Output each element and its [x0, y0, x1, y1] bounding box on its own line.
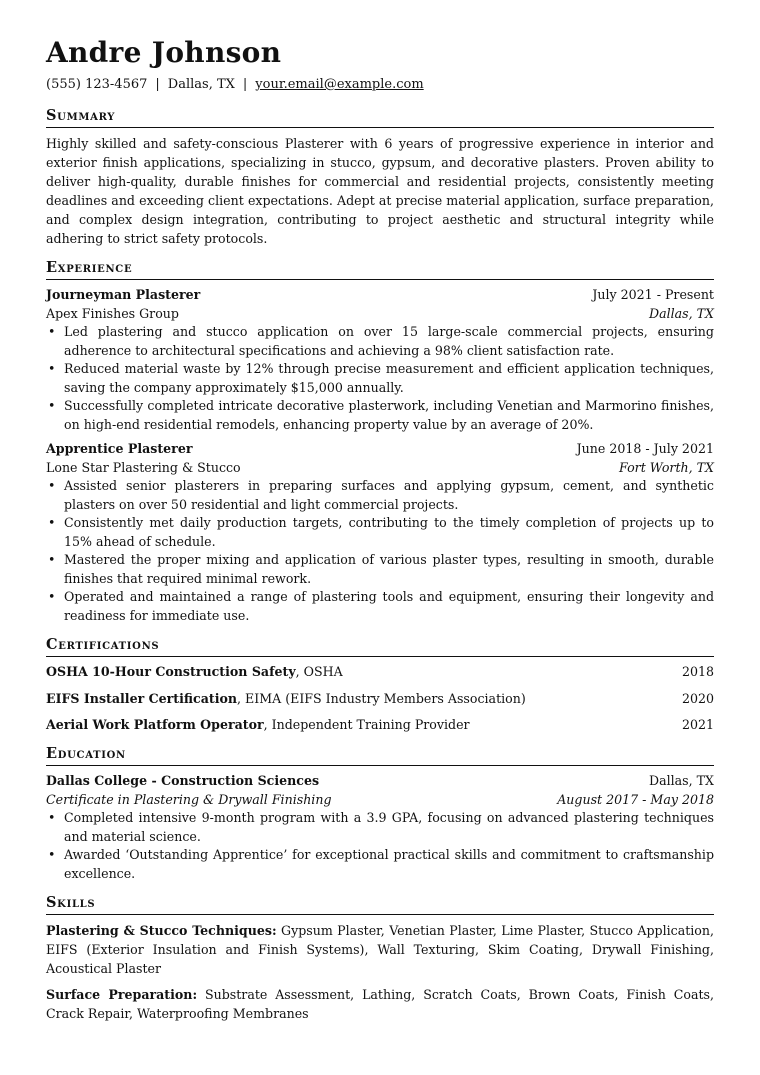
cert-issuer: , Independent Training Provider	[263, 717, 470, 732]
bullet-item: • Led plastering and stucco application on over 15 large-scale commercial projects, ensuring adherence to architectural specifications and achieving a 98% client satisfaction rate.	[64, 323, 714, 360]
job-role: Journeyman Plasterer	[46, 287, 201, 302]
cert-year: 2018	[681, 664, 714, 679]
skill-text: Substrate Assessment, Lathing, Scratch Coats, Brown Coats, Finish Coats, Crack Repair, Waterproofing Membranes	[46, 987, 714, 1021]
contact-separator: |	[242, 77, 248, 92]
bullet-item: • Reduced material waste by 12% through precise measurement and efficient application techniques, saving the company approximately $15,000 annually.	[64, 360, 714, 397]
education-bullets	[46, 809, 714, 883]
cert-name: EIFS Installer Certification	[46, 690, 238, 706]
section-title-certifications: Certifications	[46, 635, 714, 657]
job-location: Dallas, TX	[648, 305, 714, 321]
job-bullets	[46, 477, 714, 625]
school-name: Dallas College - Construction Sciences	[46, 773, 320, 788]
section-title-experience: Experience	[46, 258, 714, 280]
email-link[interactable]: your.email@example.com	[255, 77, 424, 92]
job-company: Lone Star Plastering & Stucco	[46, 459, 241, 475]
candidate-name: Andre Johnson	[46, 36, 282, 69]
certification-row	[46, 716, 714, 734]
location: Dallas, TX	[167, 77, 235, 92]
job-location: Fort Worth, TX	[619, 459, 714, 475]
bullet-item: • Awarded ‘Outstanding Apprentice’ for exceptional practical skills and commitment to craftsmanship excellence.	[64, 846, 714, 883]
bullet-item: • Mastered the proper mixing and application of various plaster types, resulting in smooth, durable finishes that required minimal rework.	[64, 551, 714, 588]
bullet-item: • Completed intensive 9-month program with a 3.9 GPA, focusing on advanced plastering techniques and material science.	[64, 809, 714, 846]
cert-name: OSHA 10-Hour Construction Safety	[46, 664, 296, 679]
bullet-item: • Consistently met daily production targets, contributing to the timely completion of projects up to 15% ahead of schedule.	[64, 514, 714, 551]
summary-text: Highly skilled and safety-conscious Plasterer with 6 years of progressive experience in interior and exterior finish applications, specializing in stucco, gypsum, and decorative plasters. Proven ability to deliver high-quality, durable finishes for commercial and residential projects, consistently meeting deadlines and exceeding client expectations. Adept at precise material application, surface preparation, and complex design integration, contributing to project aesthetic and structural integrity while adhering to strict safety protocols.	[46, 136, 714, 246]
cert-issuer: , OSHA	[295, 664, 343, 679]
certification-row	[46, 690, 714, 708]
job-dates: July 2021 - Present	[592, 287, 714, 302]
skill-label: Surface Preparation:	[46, 987, 198, 1002]
job-bullets	[46, 323, 714, 434]
contact-separator: |	[155, 77, 160, 92]
section-title-skills: Skills	[46, 893, 714, 915]
phone-number: (555) 123-4567	[46, 77, 148, 92]
cert-name: Aerial Work Platform Operator	[46, 717, 264, 732]
education-program: Certificate in Plastering & Drywall Finishing	[46, 791, 332, 807]
skill-group	[46, 985, 714, 1023]
job-entry	[46, 286, 714, 434]
bullet-item: • Successfully completed intricate decorative plasterwork, including Venetian and Marmorino finishes, on high-end residential remodels, enhancing property value by an average of 20%.	[64, 397, 714, 434]
bullet-item: • Assisted senior plasterers in preparing surfaces and applying gypsum, cement, and synthetic plasters on over 50 residential and light commercial projects.	[64, 477, 714, 514]
skill-label: Plastering & Stucco Techniques:	[46, 923, 277, 938]
job-entry	[46, 440, 714, 625]
school-location: Dallas, TX	[648, 773, 714, 788]
contact-line	[46, 76, 714, 94]
job-role: Apprentice Plasterer	[46, 441, 193, 456]
skill-text: Gypsum Plaster, Venetian Plaster, Lime Plaster, Stucco Application, EIFS (Exterior Insulation and Finish Systems), Wall Texturing, Skim Coating, Drywall Finishing, Acoustical Plaster	[46, 923, 714, 976]
cert-issuer: , EIMA (EIFS Industry Members Association)	[237, 690, 526, 706]
cert-year: 2020	[681, 690, 714, 706]
resume-page	[46, 36, 714, 1030]
cert-year: 2021	[681, 717, 714, 732]
bullet-item: • Operated and maintained a range of plastering tools and equipment, ensuring their longevity and readiness for immediate use.	[64, 588, 714, 625]
certification-row	[46, 663, 714, 681]
education-dates: August 2017 - May 2018	[557, 791, 714, 807]
job-company: Apex Finishes Group	[46, 305, 179, 321]
section-title-summary: Summary	[46, 106, 714, 128]
skill-group	[46, 921, 714, 978]
job-dates: June 2018 - July 2021	[576, 441, 714, 456]
section-title-education: Education	[46, 744, 714, 766]
